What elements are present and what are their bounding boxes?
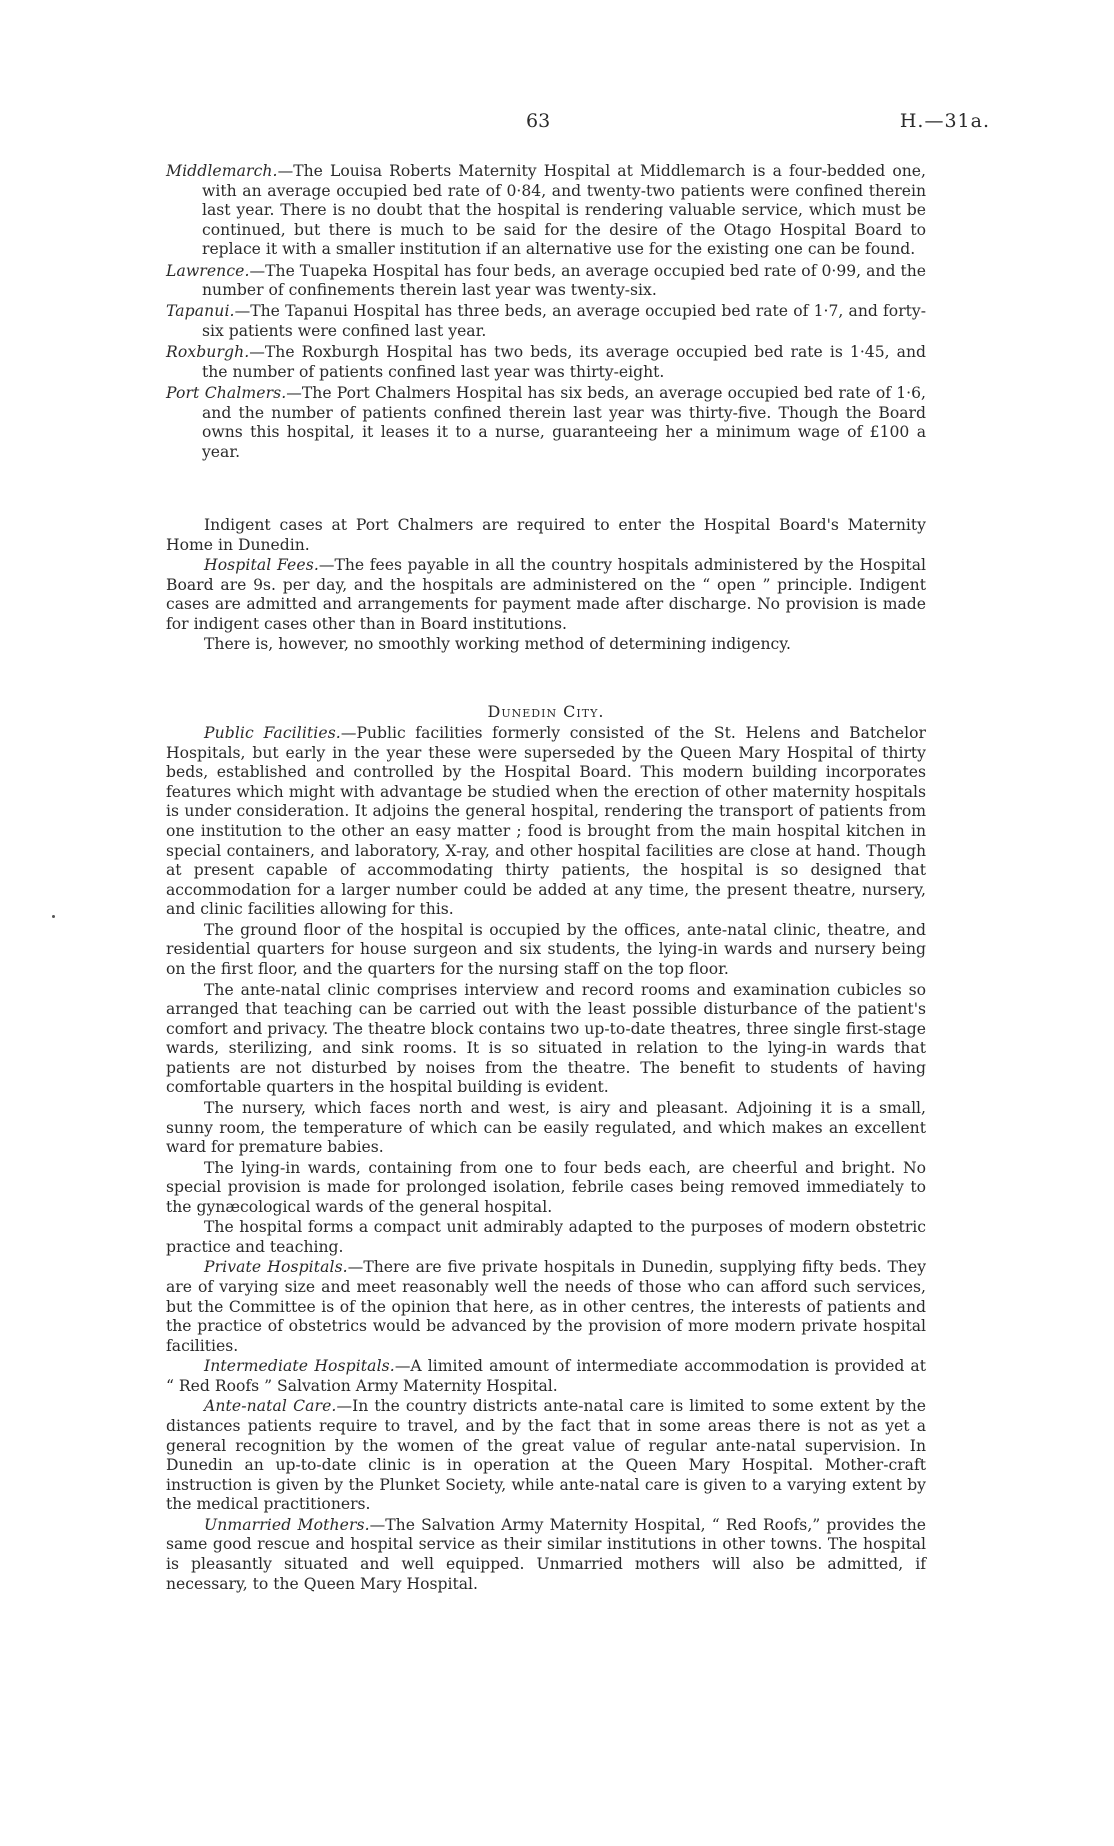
page-number: 63 [526, 110, 551, 132]
paragraph-hospital-fees: Hospital Fees.—The fees payable in all the country hospitals administered by the Hospital Board are 9s. per day, and the hospitals are administered on the “ open ” principle. Indigent cases are admitted and arrangements for payment made after discharge. No provision is made for indigent cases other than in Board institutions. [166, 556, 926, 633]
paragraph-nursery: The nursery, which faces north and west, is airy and pleasant. Adjoining it is a small, sunny room, the temperature of which can be easily regulated, and which makes an excellent ward for premature babies. [166, 1098, 926, 1157]
paragraph-indigency: There is, however, no smoothly working method of determining indigency. [204, 635, 791, 654]
paragraph-ante-natal-care: Ante-natal Care.—In the country districts ante-natal care is limited to some extent by the distances patients require to travel, and by the fact that in some areas there is not as yet a general recognition by the women of the great value of regular ante-natal supervision. In Dunedin an up-to-date clinic is in operation at the Queen Mary Hospital. Mother-craft instruction is given by the Plunket Society, while ante-natal care is given to a varying extent by the medical practitioners. [166, 1397, 926, 1514]
paragraph-indigent-cases: Indigent cases at Port Chalmers are required to enter the Hospital Board's Maternity Home in Dunedin. [166, 516, 926, 554]
entry-middlemarch: Middlemarch.—The Louisa Roberts Maternity Hospital at Middlemarch is a four-bedded one, with an average occupied bed rate of 0·84, and twenty-two patients were confined therein last year. There is no doubt that the hospital is rendering valuable service, which must be continued, but there is much to be said for the desire of the Otago Hospital Board to replace it with a smaller institution if an alternative use for the existing one can be found. [166, 162, 926, 259]
page-header [0, 110, 1114, 134]
paragraph-public-facilities: Public Facilities.—Public facilities formerly consisted of the St. Helens and Batchelor Hospitals, but early in the year these were superseded by the Queen Mary Hospital of thirty beds, established and controlled by the Hospital Board. This modern building incorporates features which might with advantage be studied when the erection of other maternity hospitals is under consideration. It adjoins the general hospital, rendering the transport of patients from one institution to the other an easy matter ; food is brought from the main hospital kitchen in special containers, and laboratory, X-ray, and other hospital facilities are close at hand. Though at present capable of accommodating thirty patients, the hospital is so designed that accommodation for a larger number could be added at any time, the present theatre, nursery, and clinic facilities allowing for this. [166, 724, 926, 919]
paragraph-compact-unit: The hospital forms a compact unit admirably adapted to the purposes of modern obstetric practice and teaching. [166, 1218, 926, 1256]
entry-tapanui: Tapanui.—The Tapanui Hospital has three beds, an average occupied bed rate of 1·7, and forty-six patients were confined last year. [166, 302, 926, 340]
margin-mark [52, 915, 55, 918]
entry-roxburgh: Roxburgh.—The Roxburgh Hospital has two beds, its average occupied bed rate is 1·45, and the number of patients confined last year was thirty-eight. [166, 343, 926, 381]
paragraph-unmarried-mothers: Unmarried Mothers.—The Salvation Army Maternity Hospital, “ Red Roofs,” provides the same good rescue and hospital service as their similar institutions in other towns. The hospital is pleasantly situated and well equipped. Unmarried mothers will also be admitted, if necessary, to the Queen Mary Hospital. [166, 1515, 926, 1593]
paragraph-private-hospitals: Private Hospitals.—There are five private hospitals in Dunedin, supplying fifty beds. They are of varying size and meet reasonably well the needs of those who can afford such services, but the Committee is of the opinion that here, as in other centres, the interests of patients and the practice of obstetrics would be advanced by the provision of more modern private hospital facilities. [166, 1258, 926, 1355]
paragraph-intermediate-hospitals: Intermediate Hospitals.—A limited amount of intermediate accommodation is provided at “ Red Roofs ” Salvation Army Maternity Hospital. [166, 1357, 926, 1395]
section-heading: Dunedin City. [487, 702, 605, 721]
hospital-entries [166, 162, 926, 464]
paragraph-ground-floor: The ground floor of the hospital is occupied by the offices, ante-natal clinic, theatre, and residential quarters for house surgeon and six students, the lying-in wards and nursery being on the first floor, and the quarters for the nursing staff on the top floor. [166, 920, 926, 979]
entry-port-chalmers: Port Chalmers.—The Port Chalmers Hospital has six beds, an average occupied bed rate of 1·6, and the number of patients confined therein last year was thirty-five. Though the Board owns this hospital, it leases it to a nurse, guaranteeing her a minimum wage of £100 a year. [166, 383, 926, 461]
dunedin-city-section [166, 724, 926, 1595]
indigent-and-fees [166, 516, 926, 656]
paragraph-ante-natal-clinic: The ante-natal clinic comprises interview and record rooms and examination cubicles so arranged that teaching can be carried out with the least possible disturbance of the patient's comfort and privacy. The theatre block contains two up-to-date theatres, three single first-stage wards, sterilizing, and sink rooms. It is so situated in relation to the lying-in wards that patients are not disturbed by noises from the theatre. The benefit to students of having comfortable quarters in the hospital building is evident. [166, 980, 926, 1097]
entry-lawrence: Lawrence.—The Tuapeka Hospital has four beds, an average occupied bed rate of 0·99, and the number of confinements therein last year was twenty-six. [166, 261, 926, 300]
paragraph-lying-in-wards: The lying-in wards, containing from one to four beds each, are cheerful and bright. No special provision is made for prolonged isolation, febrile cases being removed immediately to the gynæcological wards of the general hospital. [166, 1158, 926, 1216]
document-reference: H.—31a. [899, 110, 990, 132]
